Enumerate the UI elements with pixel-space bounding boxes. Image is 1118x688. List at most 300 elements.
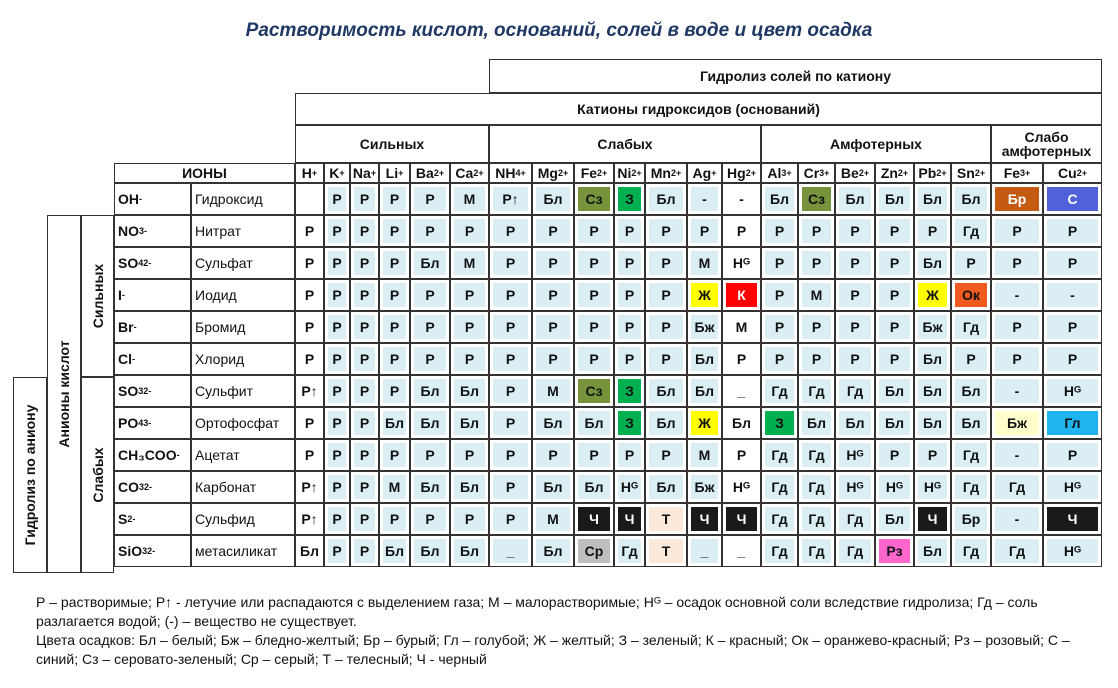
- solubility-value: Бл: [578, 475, 610, 499]
- solubility-cell: [687, 471, 722, 503]
- solubility-value: Нᴳ: [1047, 475, 1098, 499]
- solubility-cell: [951, 311, 991, 343]
- solubility-value: Р: [536, 315, 570, 339]
- anion-formula: CH₃COO -: [114, 439, 191, 471]
- solubility-cell: [324, 215, 350, 247]
- solubility-cell: [645, 215, 687, 247]
- solubility-value: Р: [304, 351, 315, 367]
- solubility-cell: [875, 471, 914, 503]
- solubility-value: -: [995, 283, 1039, 307]
- solubility-value: Р: [918, 219, 947, 243]
- solubility-value: Бр: [955, 507, 987, 531]
- solubility-value: Бл: [691, 379, 718, 403]
- solubility-value: Р: [802, 219, 831, 243]
- solubility-value: З: [765, 411, 794, 435]
- anion-symbol: CO: [118, 479, 139, 495]
- solubility-cell: [645, 183, 687, 215]
- solubility-value: Р: [304, 255, 315, 271]
- cation-symbol: Zn: [880, 165, 898, 181]
- solubility-cell: [914, 471, 951, 503]
- solubility-value: Гд: [802, 507, 831, 531]
- solubility-cell: [489, 375, 532, 407]
- solubility-value: Ч: [618, 507, 641, 531]
- solubility-value: Р: [1047, 315, 1098, 339]
- solubility-cell: [295, 183, 324, 215]
- solubility-cell: [489, 407, 532, 439]
- solubility-value: Бж: [691, 315, 718, 339]
- solubility-cell: [450, 407, 489, 439]
- solubility-cell: [324, 471, 350, 503]
- solubility-value: Р: [414, 187, 446, 211]
- solubility-cell: [914, 503, 951, 535]
- solubility-cell: [1043, 183, 1102, 215]
- anion-symbol: SiO: [118, 543, 143, 559]
- solubility-cell: [951, 407, 991, 439]
- solubility-cell: [645, 471, 687, 503]
- solubility-value: Бл: [765, 187, 794, 211]
- solubility-value: Рз: [879, 539, 910, 563]
- solubility-value: Р: [618, 315, 641, 339]
- solubility-cell: [722, 503, 761, 535]
- solubility-cell: [532, 535, 574, 567]
- cation-header: Mn 2+: [645, 163, 687, 183]
- solubility-cell: [379, 183, 410, 215]
- solubility-value: Р: [649, 251, 683, 275]
- solubility-cell: [350, 343, 379, 375]
- solubility-value: Ж: [691, 283, 718, 307]
- solubility-cell: [324, 343, 350, 375]
- solubility-cell: [614, 183, 645, 215]
- solubility-value: Р: [618, 283, 641, 307]
- solubility-value: Р: [328, 315, 346, 339]
- solubility-cell: [875, 407, 914, 439]
- solubility-cell: [645, 503, 687, 535]
- solubility-value: -: [739, 191, 744, 207]
- solubility-cell: [324, 407, 350, 439]
- solubility-value: Р: [328, 347, 346, 371]
- cation-symbol: Pb: [918, 165, 937, 181]
- solubility-cell: [379, 439, 410, 471]
- solubility-cell: [532, 375, 574, 407]
- solubility-value: Р: [649, 315, 683, 339]
- cation-header: Be 2+: [835, 163, 875, 183]
- cation-symbol: Ni: [617, 165, 632, 181]
- solubility-cell: [951, 503, 991, 535]
- solubility-cell: [574, 343, 614, 375]
- solubility-value: З: [618, 411, 641, 435]
- solubility-cell: [645, 439, 687, 471]
- solubility-cell: [722, 439, 761, 471]
- cation-symbol: Mn: [650, 165, 671, 181]
- solubility-cell: [614, 407, 645, 439]
- solubility-value: Бж: [691, 475, 718, 499]
- solubility-cell: [798, 311, 835, 343]
- solubility-value: Р↑: [301, 383, 318, 399]
- solubility-cell: [574, 407, 614, 439]
- solubility-cell: [295, 503, 324, 535]
- solubility-value: Р: [493, 251, 528, 275]
- solubility-value: Сз: [802, 187, 831, 211]
- solubility-cell: [350, 535, 379, 567]
- anion-name: метасиликат: [191, 535, 295, 567]
- anion-name: Сульфат: [191, 247, 295, 279]
- solubility-value: Р: [1047, 251, 1098, 275]
- anion-subscript: 4: [138, 257, 144, 268]
- solubility-cell: [574, 375, 614, 407]
- solubility-cell: [295, 343, 324, 375]
- anions-label: Анионы кислот: [47, 215, 81, 573]
- solubility-value: Р: [649, 283, 683, 307]
- solubility-value: Р: [995, 347, 1039, 371]
- solubility-value: Нᴳ: [879, 475, 910, 499]
- group-strong-header: Сильных: [295, 125, 489, 163]
- solubility-cell: [350, 311, 379, 343]
- solubility-value: Р: [536, 443, 570, 467]
- solubility-value: Бл: [578, 411, 610, 435]
- solubility-value: Бл: [649, 475, 683, 499]
- solubility-cell: [489, 311, 532, 343]
- cation-header: Ni 2+: [614, 163, 645, 183]
- solubility-cell: [914, 183, 951, 215]
- solubility-value: Р: [536, 251, 570, 275]
- solubility-cell: [350, 247, 379, 279]
- solubility-cell: [951, 535, 991, 567]
- anion-name: Нитрат: [191, 215, 295, 247]
- solubility-cell: [410, 503, 450, 535]
- solubility-value: Р: [354, 347, 375, 371]
- anion-symbol: OH: [118, 191, 139, 207]
- solubility-value: Р: [879, 251, 910, 275]
- solubility-cell: [574, 183, 614, 215]
- solubility-value: Р: [995, 219, 1039, 243]
- solubility-value: Р: [354, 283, 375, 307]
- solubility-value: Гд: [802, 539, 831, 563]
- solubility-cell: [489, 471, 532, 503]
- solubility-value: Бл: [454, 411, 485, 435]
- anion-formula: SO 32-: [114, 375, 191, 407]
- anion-name: Сульфит: [191, 375, 295, 407]
- solubility-cell: [798, 471, 835, 503]
- solubility-value: Бл: [839, 411, 871, 435]
- solubility-cell: [574, 215, 614, 247]
- solubility-value: Р: [383, 187, 406, 211]
- solubility-cell: [875, 311, 914, 343]
- solubility-cell: [324, 311, 350, 343]
- solubility-cell: [761, 279, 798, 311]
- solubility-cell: [532, 471, 574, 503]
- solubility-value: Р: [736, 351, 747, 367]
- hydrolysis-anion-label: Гидролиз по аниону: [13, 377, 47, 573]
- solubility-value: Бл: [918, 379, 947, 403]
- solubility-value: Р: [354, 507, 375, 531]
- cation-header: Li +: [379, 163, 410, 183]
- solubility-value: _: [737, 543, 746, 559]
- solubility-value: Р: [879, 219, 910, 243]
- solubility-value: Р: [536, 347, 570, 371]
- solubility-value: Р: [839, 347, 871, 371]
- solubility-cell: [914, 215, 951, 247]
- solubility-value: Гд: [802, 475, 831, 499]
- group-weak-amphoteric-header: Слабо амфотерных: [991, 125, 1102, 163]
- solubility-value: Бл: [454, 475, 485, 499]
- solubility-value: Бл: [879, 507, 910, 531]
- solubility-value: Р: [354, 475, 375, 499]
- cation-symbol: Na: [352, 165, 371, 181]
- solubility-value: Р: [839, 219, 871, 243]
- solubility-cell: [875, 343, 914, 375]
- solubility-value: Р: [328, 443, 346, 467]
- solubility-value: Р: [1047, 219, 1098, 243]
- solubility-value: Р: [454, 507, 485, 531]
- solubility-cell: [991, 279, 1043, 311]
- solubility-value: Р: [414, 219, 446, 243]
- solubility-value: Р: [618, 219, 641, 243]
- solubility-cell: [574, 279, 614, 311]
- solubility-value: Ж: [691, 411, 718, 435]
- anion-subscript: 4: [138, 417, 144, 428]
- solubility-value: Р: [328, 411, 346, 435]
- solubility-cell: [687, 215, 722, 247]
- solubility-cell: [687, 503, 722, 535]
- solubility-cell: [951, 183, 991, 215]
- solubility-cell: [761, 311, 798, 343]
- solubility-value: Сз: [578, 379, 610, 403]
- solubility-cell: [835, 343, 875, 375]
- solubility-cell: [295, 471, 324, 503]
- anion-name: Иодид: [191, 279, 295, 311]
- solubility-value: Бл: [955, 379, 987, 403]
- solubility-value: М: [735, 319, 748, 335]
- solubility-cell: [532, 311, 574, 343]
- solubility-value: Бл: [414, 539, 446, 563]
- cation-symbol: Fe: [1003, 165, 1021, 181]
- solubility-cell: [835, 535, 875, 567]
- solubility-cell: [450, 375, 489, 407]
- solubility-value: Гд: [955, 475, 987, 499]
- solubility-value: Гд: [765, 379, 794, 403]
- solubility-cell: [835, 183, 875, 215]
- weak-anions-label: Слабых: [81, 377, 114, 573]
- solubility-value: С: [1047, 187, 1098, 211]
- group-weak-header: Слабых: [489, 125, 761, 163]
- solubility-value: Гд: [955, 315, 987, 339]
- solubility-value: Бр: [995, 187, 1039, 211]
- solubility-cell: [295, 439, 324, 471]
- solubility-value: Р: [802, 347, 831, 371]
- solubility-value: Гл: [1047, 411, 1098, 435]
- solubility-value: М: [536, 379, 570, 403]
- solubility-cell: [574, 503, 614, 535]
- solubility-value: Р: [414, 443, 446, 467]
- solubility-value: Р: [802, 251, 831, 275]
- solubility-cell: [489, 535, 532, 567]
- solubility-cell: [379, 343, 410, 375]
- solubility-cell: [914, 375, 951, 407]
- anion-symbol: SO: [118, 255, 139, 271]
- solubility-cell: [798, 343, 835, 375]
- solubility-cell: [450, 311, 489, 343]
- anion-formula: I -: [114, 279, 191, 311]
- solubility-value: Р: [304, 223, 315, 239]
- solubility-value: Бл: [802, 411, 831, 435]
- solubility-value: Р: [765, 347, 794, 371]
- solubility-value: Бл: [536, 187, 570, 211]
- cation-symbol: Li: [385, 165, 399, 181]
- solubility-cell: [914, 439, 951, 471]
- solubility-value: Бл: [691, 347, 718, 371]
- solubility-cell: [410, 375, 450, 407]
- solubility-cell: [687, 279, 722, 311]
- solubility-cell: [798, 247, 835, 279]
- solubility-value: Р: [493, 315, 528, 339]
- solubility-value: Р: [383, 283, 406, 307]
- solubility-cell: [350, 407, 379, 439]
- anion-formula: Cl -: [114, 343, 191, 375]
- solubility-value: Р: [354, 411, 375, 435]
- solubility-value: Р: [493, 347, 528, 371]
- cation-header: Ca 2+: [450, 163, 489, 183]
- solubility-value: Р: [383, 315, 406, 339]
- anion-formula: SiO 32-: [114, 535, 191, 567]
- solubility-value: Гд: [839, 507, 871, 531]
- solubility-value: Р: [918, 443, 947, 467]
- solubility-cell: [410, 439, 450, 471]
- solubility-cell: [450, 343, 489, 375]
- solubility-cell: [532, 279, 574, 311]
- solubility-cell: [991, 375, 1043, 407]
- solubility-value: Р: [493, 379, 528, 403]
- anion-formula: SO 4 2-: [114, 247, 191, 279]
- solubility-cell: [951, 247, 991, 279]
- solubility-value: Р: [879, 315, 910, 339]
- solubility-value: Р: [493, 219, 528, 243]
- solubility-value: Бл: [955, 411, 987, 435]
- solubility-cell: [645, 343, 687, 375]
- solubility-value: Р: [414, 347, 446, 371]
- solubility-cell: [574, 471, 614, 503]
- solubility-cell: [835, 439, 875, 471]
- solubility-cell: [379, 503, 410, 535]
- solubility-cell: [350, 279, 379, 311]
- solubility-value: Бл: [649, 379, 683, 403]
- solubility-value: Р: [304, 447, 315, 463]
- solubility-value: Ч: [918, 507, 947, 531]
- solubility-cell: [951, 375, 991, 407]
- solubility-value: Гд: [765, 539, 794, 563]
- solubility-cell: [875, 279, 914, 311]
- solubility-value: Нᴳ: [732, 479, 751, 495]
- solubility-cell: [489, 247, 532, 279]
- solubility-cell: [761, 375, 798, 407]
- solubility-cell: [951, 439, 991, 471]
- solubility-value: Р↑: [301, 479, 318, 495]
- solubility-value: Р: [765, 315, 794, 339]
- cation-symbol: Cu: [1058, 165, 1077, 181]
- solubility-value: К: [726, 283, 757, 307]
- solubility-cell: [687, 375, 722, 407]
- solubility-value: Р: [649, 443, 683, 467]
- cation-symbol: Ag: [692, 165, 712, 181]
- cations-header: Катионы гидроксидов (оснований): [295, 93, 1102, 125]
- solubility-value: Р: [354, 315, 375, 339]
- solubility-value: Р: [383, 347, 406, 371]
- solubility-cell: [645, 279, 687, 311]
- solubility-value: Р: [691, 219, 718, 243]
- solubility-value: Бл: [732, 415, 751, 431]
- solubility-value: Бл: [383, 411, 406, 435]
- solubility-cell: [574, 311, 614, 343]
- solubility-cell: [532, 247, 574, 279]
- solubility-cell: [350, 439, 379, 471]
- anion-name: Хлорид: [191, 343, 295, 375]
- solubility-value: Бл: [839, 187, 871, 211]
- solubility-cell: [645, 407, 687, 439]
- solubility-value: Ок: [955, 283, 987, 307]
- solubility-cell: [914, 407, 951, 439]
- solubility-cell: [914, 311, 951, 343]
- solubility-value: -: [995, 507, 1039, 531]
- solubility-cell: [991, 183, 1043, 215]
- cation-symbol: Hg: [727, 165, 746, 181]
- solubility-value: _: [737, 383, 746, 399]
- solubility-value: Бж: [918, 315, 947, 339]
- solubility-cell: [324, 503, 350, 535]
- anion-name: Ортофосфат: [191, 407, 295, 439]
- solubility-cell: [324, 375, 350, 407]
- solubility-cell: [350, 183, 379, 215]
- solubility-cell: [410, 279, 450, 311]
- solubility-value: Бл: [414, 411, 446, 435]
- solubility-cell: [914, 247, 951, 279]
- cation-symbol: Be: [840, 165, 859, 181]
- solubility-value: М: [802, 283, 831, 307]
- solubility-cell: [295, 535, 324, 567]
- solubility-value: Р: [578, 219, 610, 243]
- solubility-value: Р: [383, 251, 406, 275]
- solubility-cell: [614, 343, 645, 375]
- solubility-value: Р: [383, 379, 406, 403]
- ions-header: ИОНЫ: [114, 163, 295, 183]
- solubility-cell: [991, 343, 1043, 375]
- cation-header: H +: [295, 163, 324, 183]
- solubility-value: Бл: [879, 411, 910, 435]
- anion-formula: NO 3-: [114, 215, 191, 247]
- anion-name: Бромид: [191, 311, 295, 343]
- solubility-value: Р: [454, 219, 485, 243]
- solubility-cell: [532, 439, 574, 471]
- solubility-value: Р: [649, 347, 683, 371]
- solubility-cell: [1043, 439, 1102, 471]
- solubility-value: Р: [414, 507, 446, 531]
- solubility-value: Р: [618, 443, 641, 467]
- solubility-cell: [295, 375, 324, 407]
- solubility-cell: [350, 503, 379, 535]
- solubility-value: Р: [879, 443, 910, 467]
- solubility-value: Р: [328, 187, 346, 211]
- solubility-value: Р: [618, 347, 641, 371]
- solubility-cell: [1043, 503, 1102, 535]
- solubility-cell: [722, 407, 761, 439]
- solubility-cell: [614, 311, 645, 343]
- solubility-value: Р: [383, 507, 406, 531]
- solubility-value: Р: [454, 283, 485, 307]
- solubility-cell: [914, 343, 951, 375]
- solubility-table: [13, 59, 1103, 573]
- cation-symbol: Ba: [415, 165, 434, 181]
- solubility-value: Р: [879, 283, 910, 307]
- solubility-cell: [532, 407, 574, 439]
- solubility-value: Гд: [995, 539, 1039, 563]
